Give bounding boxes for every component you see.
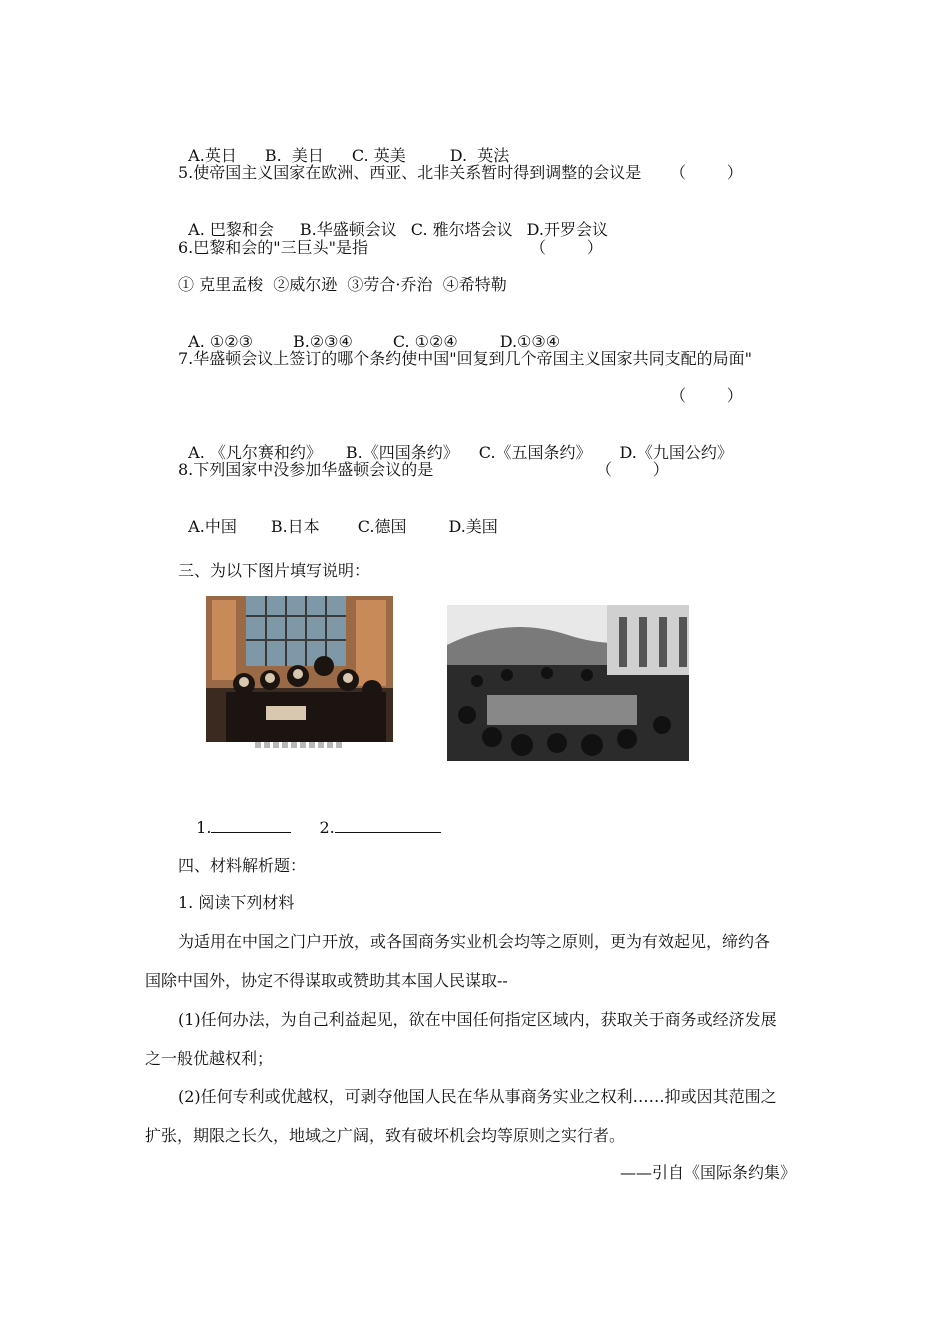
- q8-options: [178, 497, 498, 537]
- q5-option-b: B.华盛顿会议: [299, 220, 397, 239]
- material-paragraph-3b: 扩张，期限之长久，地域之广阔，致有破坏机会均等原则之实行者。: [145, 1126, 626, 1145]
- q6-options: [178, 312, 560, 352]
- q7-option-b: B.《四国条约》: [345, 443, 459, 462]
- q6-option-d: D.①③④: [499, 332, 561, 351]
- q6-option-b: B.②③④: [292, 332, 353, 351]
- q5-stem: 5.使帝国主义国家在欧洲、西亚、北非关系暂时得到调整的会议是: [178, 163, 642, 182]
- caption-blanks: [186, 796, 441, 838]
- material-source: ——引自《国际条约集》: [620, 1163, 797, 1182]
- q5-option-c: C. 雅尔塔会议: [410, 220, 513, 239]
- q8-answer-paren: （ ）: [596, 460, 669, 479]
- caption-1-blank[interactable]: [211, 816, 291, 833]
- q5-option-d: D.开罗会议: [526, 220, 608, 239]
- q4-options: [178, 126, 509, 166]
- material-paragraph-3a: (2)任何专利或优越权，可剥夺他国人民在华从事商务实业之权利……抑或因其范围之: [178, 1087, 777, 1106]
- q4-option-a: A.英日: [188, 146, 237, 165]
- q6-stem: 6.巴黎和会的"三巨头"是指: [178, 238, 368, 257]
- q7-option-a: A. 《凡尔赛和约》: [188, 443, 322, 462]
- caption-1-label: 1.: [196, 818, 212, 837]
- q8-option-c: C.德国: [357, 517, 407, 536]
- q4-option-d: D. 英法: [449, 146, 510, 165]
- q8-option-b: B.日本: [270, 517, 320, 536]
- q8-option-a: A.中国: [188, 517, 237, 536]
- q5-answer-paren: （ ）: [670, 163, 743, 182]
- q6-items: ① 克里孟梭 ②威尔逊 ③劳合·乔治 ④希特勒: [178, 275, 507, 294]
- q7-options: [178, 423, 733, 463]
- photo-1-caption-residue: [255, 742, 345, 748]
- q7-answer-paren: （ ）: [670, 386, 743, 405]
- q8-stem: 8.下列国家中没参加华盛顿会议的是: [178, 460, 434, 479]
- section3-title: 三、为以下图片填写说明：: [178, 561, 371, 580]
- photo-1-graphic: [206, 596, 393, 742]
- material-paragraph-1b: 国除中国外，协定不得谋取或赞助其本国人民谋取--: [145, 971, 508, 990]
- q5-option-a: A. 巴黎和会: [188, 220, 274, 239]
- q6-answer-paren: （ ）: [530, 238, 603, 257]
- q4-option-c: C. 英美: [351, 146, 406, 165]
- photo-paris-peace-conference: [206, 596, 393, 742]
- q7-stem: 7.华盛顿会议上签订的哪个条约使中国"回复到几个帝国主义国家共同支配的局面": [178, 349, 752, 368]
- photo-2-graphic: [447, 605, 689, 761]
- q6-option-c: C. ①②④: [392, 332, 458, 351]
- material-paragraph-2a: (1)任何办法，为自己利益起见，欲在中国任何指定区域内，获取关于商务或经济发展: [178, 1010, 777, 1029]
- q5-options: [178, 200, 608, 240]
- q7-option-d: D.《九国公约》: [619, 443, 733, 462]
- caption-2-label: 2.: [319, 818, 335, 837]
- q6-option-a: A. ①②③: [188, 332, 253, 351]
- section4-question-1: 1. 阅读下列材料: [178, 893, 295, 912]
- material-paragraph-2b: 之一般优越权利；: [145, 1049, 274, 1068]
- section4-title: 四、材料解析题：: [178, 856, 307, 875]
- material-paragraph-1a: 为适用在中国之门户开放，或各国商务实业机会均等之原则，更为有效起见，缔约各: [178, 932, 771, 951]
- photo-washington-conference: [447, 605, 689, 761]
- q7-option-c: C.《五国条约》: [478, 443, 592, 462]
- caption-2-blank[interactable]: [335, 816, 441, 833]
- q4-option-b: B. 美日: [264, 146, 324, 165]
- q8-option-d: D.美国: [448, 517, 498, 536]
